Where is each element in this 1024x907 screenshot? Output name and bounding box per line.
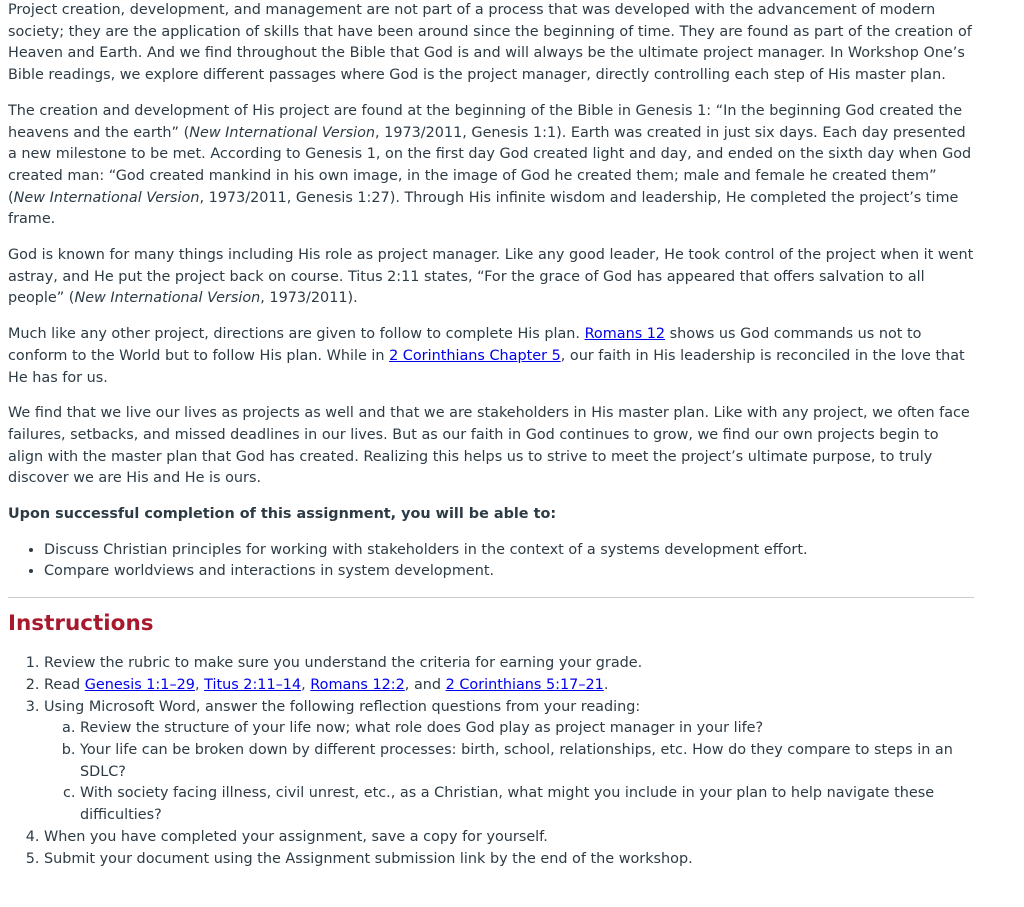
instruction-step-4: 4. When you have completed your assignment, save a copy for yourself. [44, 827, 974, 849]
reflection-question: c. With society facing illness, civil unrest, etc., as a Christian, what might you include in your plan to help navigate these difficulties? [80, 783, 974, 826]
outcome-item: • Compare worldviews and interactions in system development. [44, 561, 974, 583]
citation-title: New International Version [189, 124, 376, 141]
reflection-question: a. Review the structure of your life now; what role does God play as project manager in your life? [80, 718, 974, 740]
2-corinthians-chapter-5-link[interactable]: 2 Corinthians Chapter 5 [389, 347, 561, 364]
intro-paragraph-1: Project creation, development, and management are not part of a process that was developed with the advancement of modern society; they are the application of skills that have been around since the beginning of time. They are found as part of the creation of Heaven and Earth. And we find throughout the Bible that God is and will always be the ultimate project manager. In Workshop One’s Bible readings, we explore different passages where God is the project manager, directly controlling each step of His master plan. [8, 2, 972, 84]
text-span: God is known for many things including His role as project manager. Like any good leader, He took control of the project when it went astray, and He put the project back on course. Titus 2:11 states, “For the grace of God has appeared that offers salvation to all people” ( [8, 247, 974, 307]
section-divider [8, 597, 974, 598]
text-span: , [301, 676, 311, 693]
instruction-step-1: 1. Review the rubric to make sure you understand the criteria for earning your grade. [44, 653, 974, 675]
instruction-step-3 [44, 697, 974, 827]
outcomes-heading: Upon successful completion of this assignment, you will be able to: [8, 506, 557, 523]
romans-12-link[interactable]: Romans 12 [584, 326, 666, 343]
text-span: shows us God commands us not to conform to the World but to follow His plan. While in [8, 326, 922, 364]
citation-title: New International Version [74, 290, 261, 307]
text-span: , and [404, 676, 446, 693]
text-span: , 1973/2011, Genesis 1:27). Through His infinite wisdom and leadership, He completed the project’s time frame. [8, 189, 959, 228]
text-span: The creation and development of His project are found at the beginning of the Bible in Genesis 1: “In the beginning God created the heavens and the earth” ( [8, 102, 963, 141]
titus-link[interactable]: Titus 2:11–14 [204, 676, 302, 693]
instruction-step-5: 5. Submit your document using the Assignment submission link by the end of the workshop. [44, 849, 974, 871]
assignment-content [8, 0, 974, 870]
text-span: , 1973/2011, Genesis 1:1). Earth was created in just six days. Each day presented a new milestone to be met. According to Genesis 1, on the first day God created light and day, and ended on the sixth day when God created man: “God created mankind in his own image, in the image of God he created them; male and female he created them” ( [8, 124, 972, 206]
instruction-step-2 [44, 675, 974, 697]
intro-paragraph-3 [8, 245, 974, 310]
intro-paragraph-5: We find that we live our lives as projects as well and that we are stakeholders in His master plan. Like with any project, we often face failures, setbacks, and missed deadlines in our lives. But as our faith in God continues to grow, we find our own projects begin to align with the master plan that God has created. Realizing this helps us to strive to meet the project’s ultimate purpose, to truly discover we are His and He is ours. [8, 405, 970, 487]
text-span: Read [44, 676, 85, 693]
text-span: , 1973/2011). [260, 290, 358, 307]
text-span: , our faith in His leadership is reconciled in the love that He has for us. [8, 347, 965, 386]
text-span: . [603, 676, 609, 693]
reflection-question: b. Your life can be broken down by different processes: birth, school, relationships, etc. How do they compare to steps in an SDLC? [80, 740, 974, 783]
instructions-heading: Instructions [8, 611, 154, 637]
intro-paragraph-4 [8, 324, 974, 389]
2-corinthians-link[interactable]: 2 Corinthians 5:17–21 [445, 676, 604, 693]
text-span: , [194, 676, 205, 693]
genesis-link[interactable]: Genesis 1:1–29 [84, 676, 195, 693]
reflection-questions-list [44, 718, 974, 827]
text-span: Much like any other project, directions are given to follow to complete His plan. [8, 326, 585, 343]
text-span: Using Microsoft Word, answer the following reflection questions from your reading: [44, 698, 641, 715]
outcome-item: • Discuss Christian principles for working with stakeholders in the context of a systems development effort. [44, 540, 974, 562]
romans-link[interactable]: Romans 12:2 [310, 676, 405, 693]
instructions-list [8, 653, 974, 870]
outcomes-list [8, 540, 974, 583]
intro-paragraph-2 [8, 101, 974, 231]
citation-title: New International Version [13, 189, 200, 206]
